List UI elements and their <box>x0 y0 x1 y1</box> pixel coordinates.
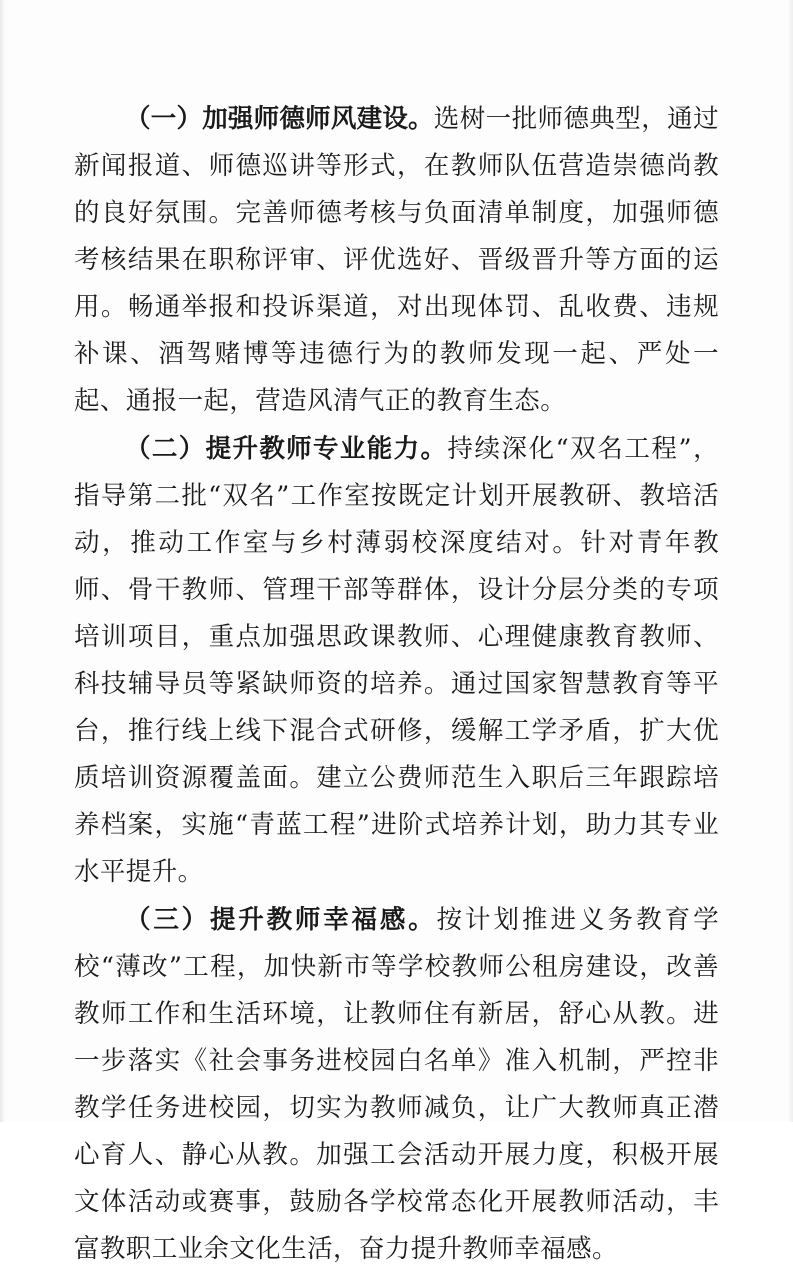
document-body <box>74 96 719 1273</box>
paragraph-1-heading: （一）加强师德师风建设。 <box>125 104 434 134</box>
paragraph-2 <box>74 426 719 896</box>
paragraph-1-text: 选树一批师德典型，通过新闻报道、师德巡讲等形式，在教师队伍营造崇德尚教的良好氛围。完善师德考核与负面清单制度，加强师德考核结果在职称评审、评优选好、晋级晋升等方面的运用。畅通举报和投诉渠道，对出现体罚、乱收费、违规补课、酒驾赌博等违德行为的教师发现一起、严处一起、通报一起，营造风清气正的教育生态。 <box>74 104 719 416</box>
paragraph-2-heading: （二）提升教师专业能力。 <box>125 434 448 464</box>
paragraph-2-text: 持续深化“双名工程”，指导第二批“双名”工作室按既定计划开展教研、教培活动，推动工作室与乡村薄弱校深度结对。针对青年教师、骨干教师、管理干部等群体，设计分层分类的专项培训项目，重点加强思政课教师、心理健康教育教师、科技辅导员等紧缺师资的培养。通过国家智慧教育等平台，推行线上线下混合式研修，缓解工学矛盾，扩大优质培训资源覆盖面。建立公费师范生入职后三年跟踪培养档案，实施“青蓝工程”进阶式培养计划，助力其专业水平提升。 <box>74 434 719 887</box>
paragraph-3 <box>74 897 719 1273</box>
page-edge-right <box>787 0 793 1122</box>
paragraph-3-heading: （三）提升教师幸福感。 <box>125 905 437 935</box>
paragraph-3-text: 按计划推进义务教育学校“薄改”工程，加快新市等学校教师公租房建设，改善教师工作和生活环境，让教师住有新居，舒心从教。进一步落实《社会事务进校园白名单》准入机制，严控非教学任务进校园，切实为教师减负，让广大教师真正潜心育人、静心从教。加强工会活动开展力度，积极开展文体活动或赛事，鼓励各学校常态化开展教师活动，丰富教职工业余文化生活，奋力提升教师幸福感。 <box>74 905 719 1264</box>
page-edge-left <box>0 0 6 1122</box>
paragraph-1 <box>74 96 719 425</box>
